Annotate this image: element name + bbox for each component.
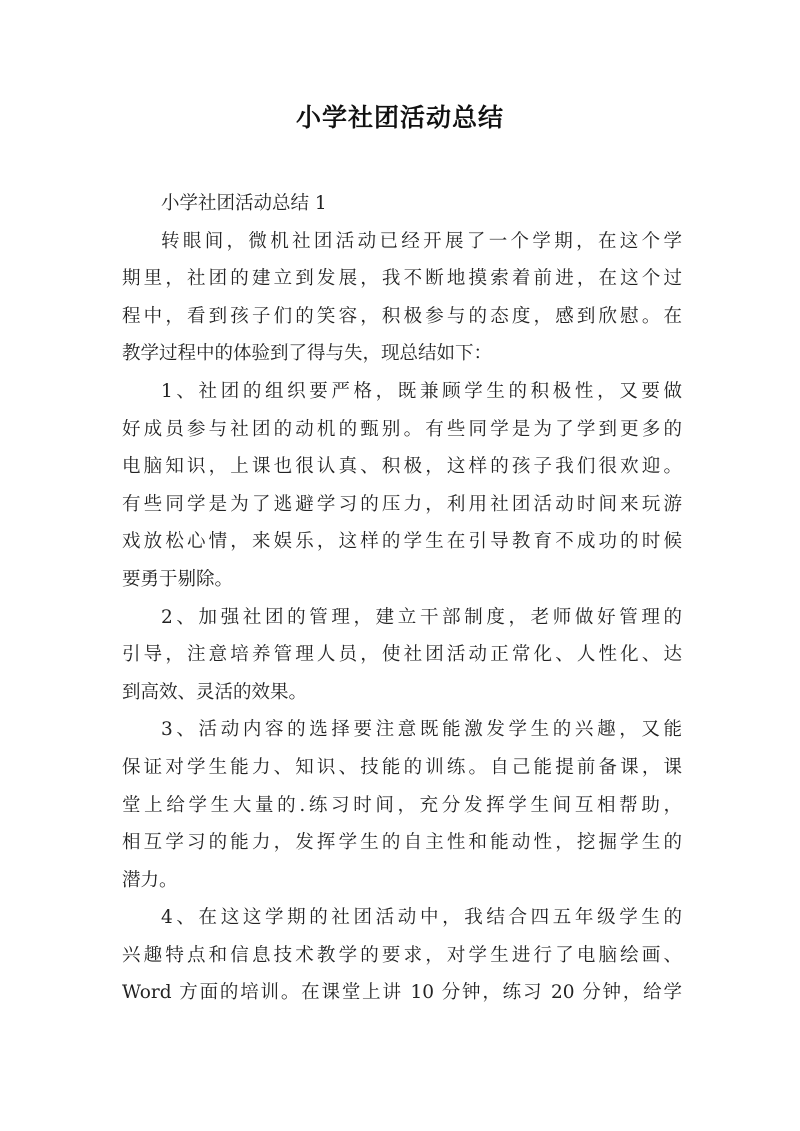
text-line: 兴趣特点和信息技术教学的要求，对学生进行了电脑绘画、 [122, 944, 682, 966]
text-line: 期里，社团的建立到发展，我不断地摸索着前进，在这个过 [122, 268, 682, 290]
text-line: 1、社团的组织要严格，既兼顾学生的积极性，又要做 [161, 380, 682, 402]
text-line: 有些同学是为了逃避学习的压力，利用社团活动时间来玩游 [122, 493, 682, 515]
text-line: 要勇于剔除。 [122, 568, 234, 590]
text-line: 到高效、灵活的效果。 [122, 681, 308, 703]
text-line: 引导，注意培养管理人员，使社团活动正常化、人性化、达 [122, 644, 682, 666]
text-line: 相互学习的能力，发挥学生的自主性和能动性，挖掘学生的 [122, 832, 682, 854]
text-line: 堂上给学生大量的.练习时间，充分发挥学生间互相帮助， [122, 794, 682, 816]
text-line: 2、加强社团的管理，建立干部制度，老师做好管理的 [161, 606, 682, 628]
text-line: 4、在这这学期的社团活动中，我结合四五年级学生的 [161, 907, 682, 929]
text-line: 好成员参与社团的动机的甄别。有些同学是为了学到更多的 [122, 418, 682, 440]
document-body [122, 185, 682, 1012]
text-line: 转眼间，微机社团活动已经开展了一个学期，在这个学 [161, 230, 682, 252]
text-line: 电脑知识，上课也很认真、积极，这样的孩子我们很欢迎。 [122, 456, 682, 478]
text-line: Word 方面的培训。在课堂上讲 10 分钟，练习 20 分钟，给学 [122, 982, 682, 1004]
text-line: 3、活动内容的选择要注意既能激发学生的兴趣，又能 [161, 719, 682, 741]
text-line: 程中，看到孩子们的笑容，积极参与的态度，感到欣慰。在 [122, 305, 682, 327]
text-line: 教学过程中的体验到了得与失，现总结如下： [122, 343, 493, 365]
text-line: 戏放松心情，来娱乐，这样的学生在引导教育不成功的时候 [122, 531, 682, 553]
section-heading: 小学社团活动总结 1 [161, 193, 327, 214]
text-line: 潜力。 [122, 869, 178, 891]
page-title: 小学社团活动总结 [295, 103, 504, 132]
text-line: 保证对学生能力、知识、技能的训练。自己能提前备课，课 [122, 756, 682, 778]
